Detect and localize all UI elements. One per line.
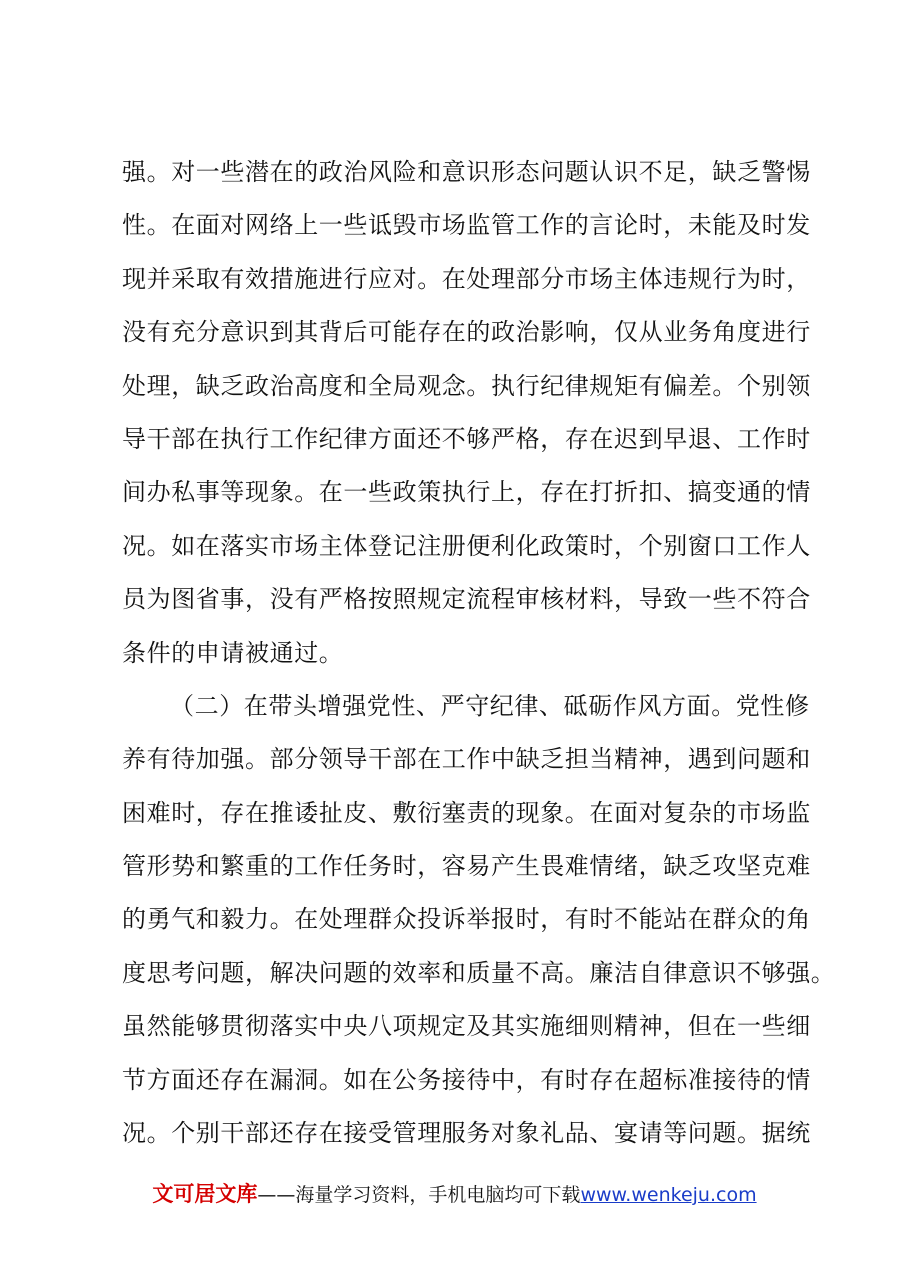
footer-link[interactable]: www.wenkeju.com (580, 1184, 757, 1206)
text-line: 处理，缺乏政治高度和全局观念。执行纪律规矩有偏差。个别领 (122, 371, 811, 400)
text-line: 强。对一些潜在的政治风险和意识形态问题认识不足，缺乏警惕 (122, 158, 811, 186)
text-line: 条件的申请被通过。 (122, 638, 344, 667)
text-line: 虽然能够贯彻落实中央八项规定及其实施细则精神，但在一些细 (122, 1012, 811, 1041)
text-line: 况。个别干部还存在接受管理服务对象礼品、宴请等问题。据统 (122, 1119, 811, 1148)
text-line: 节方面还存在漏洞。如在公务接待中，有时存在超标准接待的情 (122, 1065, 811, 1094)
text-line: 员为图省事，没有严格按照规定流程审核材料，导致一些不符合 (122, 585, 811, 614)
text-line: 导干部在执行工作纪律方面还不够严格，存在迟到早退、工作时 (122, 424, 811, 453)
document-body (122, 146, 836, 1160)
text-line: 况。如在落实市场主体登记注册便利化政策时，个别窗口工作人 (122, 531, 811, 560)
text-line: 没有充分意识到其背后可能存在的政治影响，仅从业务角度进行 (122, 318, 811, 347)
text-line: 养有待加强。部分领导干部在工作中缺乏担当精神，遇到问题和 (122, 745, 811, 774)
text-line: 的勇气和毅力。在处理群众投诉举报时，有时不能站在群众的角 (122, 905, 811, 934)
text-line: 性。在面对网络上一些诋毁市场监管工作的言论时，未能及时发 (122, 211, 811, 240)
text-line: 度思考问题，解决问题的效率和质量不高。廉洁自律意识不够强。 (122, 958, 836, 987)
text-line: 间办私事等现象。在一些政策执行上，存在打折扣、搞变通的情 (122, 478, 811, 507)
text-line: 现并采取有效措施进行应对。在处理部分市场主体违规行为时， (122, 264, 811, 293)
text-line: 管形势和繁重的工作任务时，容易产生畏难情绪，缺乏攻坚克难 (122, 852, 811, 881)
footer-tagline: ——海量学习资料，手机电脑均可下载 (257, 1184, 581, 1206)
footer-brand: 文可居文库 (152, 1182, 258, 1206)
section-heading-line: （二）在带头增强党性、严守纪律、砥砺作风方面。党性修 (170, 691, 810, 720)
text-line: 困难时，存在推诿扯皮、敷衍塞责的现象。在面对复杂的市场监 (122, 798, 811, 827)
footer-banner (0, 1178, 909, 1208)
